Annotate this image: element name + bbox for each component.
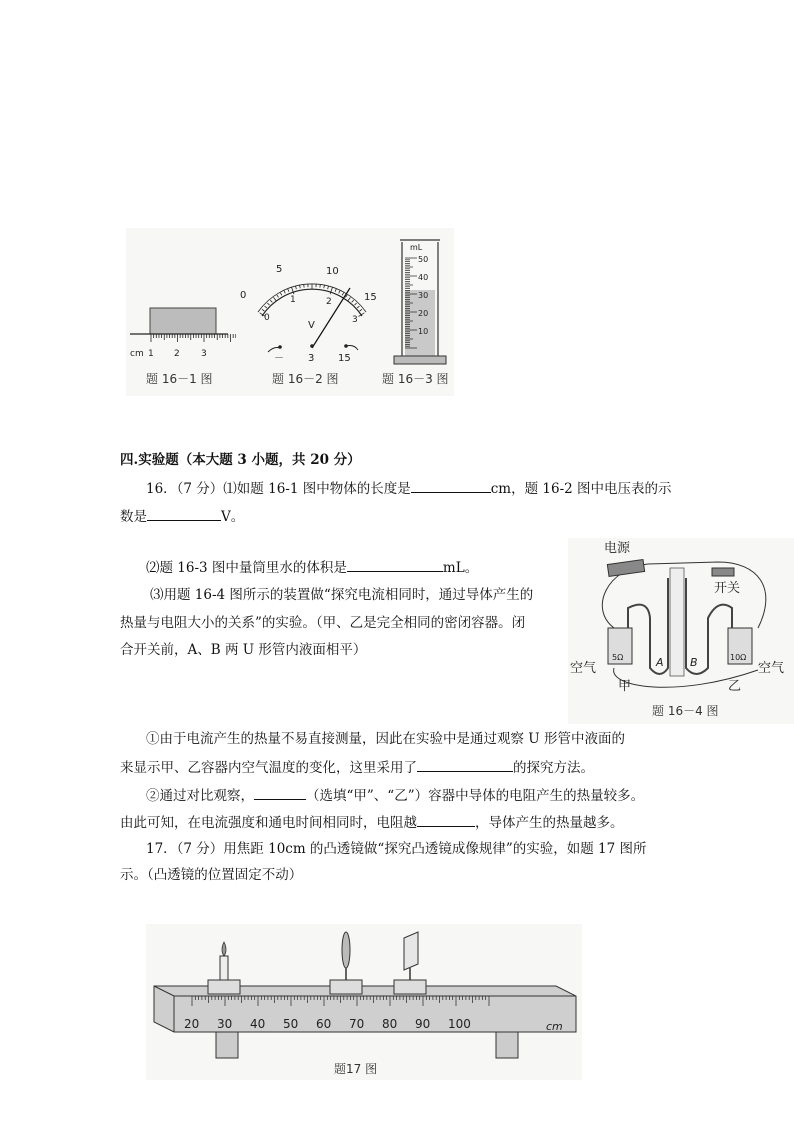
label-b: B xyxy=(690,656,698,669)
caption-16-1: 题 16－1 图 xyxy=(146,372,213,386)
q17-line1: 17．（7 分）用焦距 10cm 的凸透镜做“探究凸透镜成像规律”的实验，如题 17 图所 xyxy=(146,841,647,857)
candle xyxy=(220,956,228,980)
terminal-negative: － xyxy=(274,353,284,364)
volt-outer-15: 15 xyxy=(364,292,377,303)
voltmeter-tick-mark xyxy=(267,303,269,305)
caption-17: 题17 图 xyxy=(334,1062,378,1076)
section-title: 四.实验题（本大题 3 小题，共 20 分） xyxy=(120,452,361,468)
ruler-tick-1: 1 xyxy=(148,349,154,359)
voltmeter-tick-mark xyxy=(296,286,297,289)
caption-16-3: 题 16－3 图 xyxy=(382,372,449,386)
voltmeter-tick-mark xyxy=(288,289,289,292)
ruler-unit-label: cm xyxy=(130,349,144,359)
q16-line1-a: 16．（7 分）⑴如题 16-1 图中物体的长度是 xyxy=(146,481,411,497)
voltmeter-tick-mark xyxy=(347,297,350,301)
bench-label-90: 90 xyxy=(415,1017,431,1031)
light-screen xyxy=(404,932,418,970)
q16-line2 xyxy=(120,506,244,527)
volt-inner-1: 1 xyxy=(290,295,296,305)
volt-inner-2: 2 xyxy=(326,297,332,307)
volt-inner-3: 3 xyxy=(352,315,358,325)
q16-part2-b: mL。 xyxy=(442,560,479,576)
voltmeter-tick-mark xyxy=(352,300,354,302)
terminal-negative-wire xyxy=(268,348,280,353)
volt-outer-10: 10 xyxy=(326,266,339,277)
label-air-right: 空气 xyxy=(758,661,785,676)
cylinder-unit: mL xyxy=(410,243,423,252)
voltmeter-tick-mark xyxy=(277,295,279,297)
q16-step1-line2-b: 的探究方法。 xyxy=(513,760,594,776)
voltmeter-tick-mark xyxy=(284,291,285,294)
ruler-tick-3: 3 xyxy=(201,349,207,359)
measured-block xyxy=(150,308,216,334)
q16-step1-line2-a: 来显示甲、乙容器内空气温度的变化，这里采用了 xyxy=(120,760,417,776)
caption-16-4: 题 16－4 图 xyxy=(652,704,719,718)
label-right-name: 乙 xyxy=(728,679,742,694)
q16-part3-line3: 合开关前，A、B 两 U 形管内液面相平） xyxy=(120,642,367,658)
bench-label-50: 50 xyxy=(283,1017,299,1031)
bench-unit: cm xyxy=(546,1020,563,1033)
switch-icon xyxy=(712,568,734,576)
cyl-tick-30: 30 xyxy=(418,291,429,300)
label-switch: 开关 xyxy=(714,581,741,596)
label-left-name: 甲 xyxy=(618,679,632,694)
bench-label-40: 40 xyxy=(250,1017,266,1031)
label-a: A xyxy=(656,656,664,669)
voltmeter-tick-mark xyxy=(262,309,264,311)
lens-holder xyxy=(330,980,362,994)
voltmeter-tick-mark xyxy=(324,285,325,288)
voltmeter-tick-mark xyxy=(360,309,362,311)
label-power: 电源 xyxy=(604,541,631,556)
terminal-3: 3 xyxy=(308,353,315,364)
bench-label-60: 60 xyxy=(316,1017,332,1031)
voltmeter-tick-mark xyxy=(335,289,336,292)
voltmeter-tick-mark xyxy=(357,306,359,308)
figure-16-4 xyxy=(568,538,794,724)
voltmeter-tick-mark xyxy=(328,286,329,289)
ruler-tick-2: 2 xyxy=(174,349,180,359)
voltmeter-tick-mark xyxy=(354,303,356,305)
voltmeter-tick-mark xyxy=(280,293,282,296)
scale-board xyxy=(670,568,684,676)
method-answer-blank[interactable] xyxy=(417,757,513,772)
terminal-15: 15 xyxy=(338,353,351,364)
bench-label-100: 100 xyxy=(448,1017,471,1031)
bench-label-80: 80 xyxy=(382,1017,398,1031)
cyl-tick-50: 50 xyxy=(418,255,429,264)
volt-unit: V xyxy=(308,320,315,331)
container-answer-blank[interactable] xyxy=(254,785,306,800)
cyl-tick-10: 10 xyxy=(418,327,429,336)
q16-step2-line2-a: 由此可知，在电流强度和通电时间相同时，电阻越 xyxy=(120,815,417,831)
q16-part3-line1: ⑶用题 16-4 图所示的装置做“探究电流相同时，通过导体产生的 xyxy=(150,587,534,603)
candle-flame-icon xyxy=(222,942,226,956)
q16-line1-b: cm，题 16-2 图中电压表的示 xyxy=(490,481,672,497)
volt-outer-0: 0 xyxy=(240,290,247,301)
bench-label-30: 30 xyxy=(217,1017,233,1031)
q16-line2-a: 数是 xyxy=(120,509,147,525)
resistance-answer-blank[interactable] xyxy=(417,812,475,827)
screen-holder xyxy=(394,980,426,994)
bench-label-20: 20 xyxy=(184,1017,200,1031)
length-answer-blank[interactable] xyxy=(411,478,491,493)
bench-leg-left xyxy=(216,1032,238,1058)
cyl-tick-20: 20 xyxy=(418,309,429,318)
q17-line2: 示。（凸透镜的位置固定不动） xyxy=(120,867,303,883)
q16-part3-line2: 热量与电阻大小的关系”的实验。（甲、乙是完全相同的密闭容器。闭 xyxy=(120,615,526,631)
figure-17 xyxy=(146,924,582,1080)
q16-step2-line2 xyxy=(120,812,624,833)
q16-line2-b: V。 xyxy=(221,509,245,525)
voltmeter-tick-mark xyxy=(342,293,344,296)
volt-inner-0: 0 xyxy=(264,313,270,323)
label-r-left: 5Ω xyxy=(612,653,624,662)
q16-step2-line2-b: ，导体产生的热量越多。 xyxy=(475,815,624,831)
top-figures xyxy=(126,228,454,396)
bench-leg-right xyxy=(496,1032,518,1058)
cylinder-base xyxy=(394,356,446,364)
label-r-right: 10Ω xyxy=(730,653,747,662)
q16-part2 xyxy=(146,557,478,578)
candle-holder xyxy=(208,980,240,994)
cyl-tick-40: 40 xyxy=(418,273,429,282)
voltmeter-tick-mark xyxy=(300,285,301,288)
q16-step1-line1: ①由于电流产生的热量不易直接测量，因此在实验中是通过观察 U 形管中液面的 xyxy=(146,731,625,747)
voltmeter-tick-mark xyxy=(270,300,272,302)
q16-step2-line1-b: （选填“甲”、“乙”）容器中导体的电阻产生的热量较多。 xyxy=(306,788,645,804)
q16-step2-line1-a: ②通过对比观察， xyxy=(146,788,254,804)
q16-step2-line1 xyxy=(146,785,644,806)
voltmeter-tick-mark xyxy=(265,306,267,308)
voltmeter-tick-mark xyxy=(273,297,276,301)
volt-outer-5: 5 xyxy=(276,264,283,275)
convex-lens xyxy=(342,932,350,968)
q16-line1 xyxy=(146,478,672,499)
bench-label-70: 70 xyxy=(349,1017,365,1031)
voltmeter-tick-mark xyxy=(339,291,340,294)
volume-answer-blank[interactable] xyxy=(347,557,443,572)
power-source xyxy=(607,560,644,577)
caption-16-2: 题 16－2 图 xyxy=(272,372,339,386)
label-air-left: 空气 xyxy=(570,661,597,676)
q16-part2-a: ⑵题 16-3 图中量筒里水的体积是 xyxy=(146,560,347,576)
voltage-answer-blank[interactable] xyxy=(147,506,221,521)
q16-step1-line2 xyxy=(120,757,594,778)
